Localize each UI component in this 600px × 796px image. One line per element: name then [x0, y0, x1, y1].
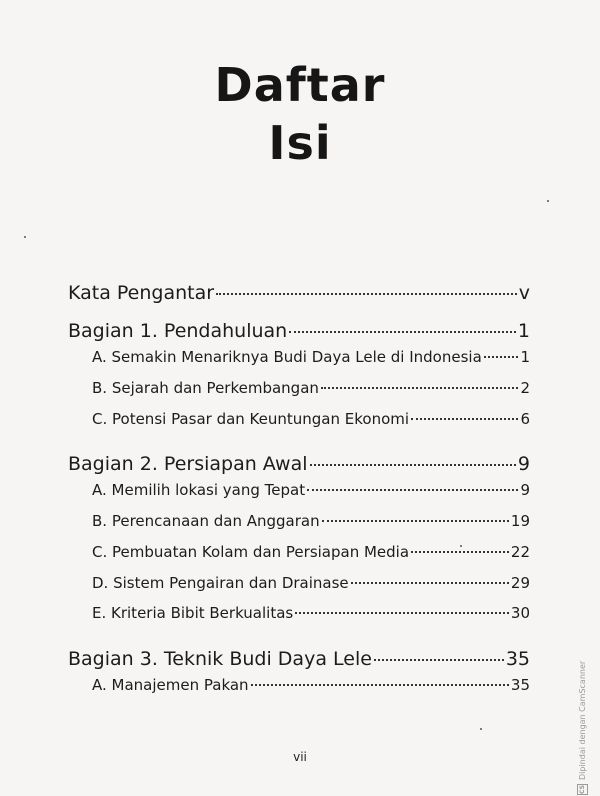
- toc-entry-page: 19: [510, 512, 530, 530]
- toc-entry-page: 1: [517, 320, 530, 342]
- toc-entry-label: Bagian 2. Persiapan Awal: [68, 453, 308, 475]
- toc-entry-page: 35: [510, 676, 530, 694]
- toc-entry-page: 9: [517, 453, 530, 475]
- toc-entry-page: v: [518, 282, 530, 304]
- dot-leader: [216, 293, 517, 295]
- page-title-line-2: Isi: [268, 116, 332, 170]
- toc-entry-label: D. Sistem Pengairan dan Drainase: [92, 574, 349, 592]
- toc-entry-bagian-1: [68, 320, 530, 342]
- toc-entry-page: 9: [520, 481, 530, 499]
- toc-entry-label: B. Sejarah dan Perkembangan: [92, 379, 319, 397]
- toc-entry-page: 6: [520, 410, 530, 428]
- scan-speck: [547, 200, 549, 202]
- dot-leader: [411, 551, 509, 553]
- toc-entry-2b: [92, 512, 530, 530]
- dot-leader: [322, 520, 509, 522]
- toc-entry-page: 2: [520, 379, 530, 397]
- dot-leader: [289, 331, 516, 333]
- dot-leader: [411, 418, 518, 420]
- scan-speck: [24, 236, 26, 238]
- scan-speck: [480, 728, 482, 730]
- toc-entry-bagian-2: [68, 453, 530, 475]
- dot-leader: [321, 387, 519, 389]
- toc-entry-label: Bagian 1. Pendahuluan: [68, 320, 288, 342]
- scanner-watermark: [577, 661, 588, 795]
- toc-entry-2e: [92, 604, 530, 622]
- toc-entry-label: Bagian 3. Teknik Budi Daya Lele: [68, 648, 372, 670]
- toc-entry-1c: [92, 410, 530, 428]
- toc-entry-label: E. Kriteria Bibit Berkualitas: [92, 604, 294, 622]
- toc-entry-label: C. Potensi Pasar dan Keuntungan Ekonomi: [92, 410, 410, 428]
- toc-entry-3a: [92, 676, 530, 694]
- toc-entry-2d: [92, 574, 530, 592]
- dot-leader: [310, 464, 516, 466]
- toc-entry-bagian-3: [68, 648, 530, 670]
- dot-leader: [484, 356, 519, 358]
- dot-leader: [351, 582, 509, 584]
- toc-entry-2a: [92, 481, 530, 499]
- toc-entry-label: C. Pembuatan Kolam dan Persiapan Media: [92, 543, 410, 561]
- toc-entry-page: 29: [510, 574, 530, 592]
- dot-leader: [307, 489, 518, 491]
- toc-entry-1a: [92, 348, 530, 366]
- dot-leader: [295, 612, 509, 614]
- toc-entry-1b: [92, 379, 530, 397]
- camscanner-logo-icon: CS: [579, 785, 586, 794]
- page-title-line-1: Daftar: [214, 58, 386, 112]
- toc-entry-page: 30: [510, 604, 530, 622]
- toc-entry-label: A. Semakin Menariknya Budi Daya Lele di Indonesia: [92, 348, 482, 366]
- toc-entry-label: Kata Pengantar: [68, 282, 215, 304]
- toc-entry-page: 22: [510, 543, 530, 561]
- toc-entry-label: B. Perencanaan dan Anggaran: [92, 512, 320, 530]
- scan-speck: [460, 545, 462, 547]
- toc-entry-page: 35: [505, 648, 530, 670]
- page-number: vii: [293, 750, 307, 764]
- toc-entry-label: A. Manajemen Pakan: [92, 676, 249, 694]
- toc-entry-label: A. Memilih lokasi yang Tepat: [92, 481, 306, 499]
- toc-entry-page: 1: [520, 348, 530, 366]
- dot-leader: [251, 684, 509, 686]
- toc-entry-kata-pengantar: [68, 282, 530, 304]
- toc-entry-2c: [92, 543, 530, 561]
- watermark-text: Dipindai dengan CamScanner: [578, 660, 587, 780]
- dot-leader: [374, 659, 504, 661]
